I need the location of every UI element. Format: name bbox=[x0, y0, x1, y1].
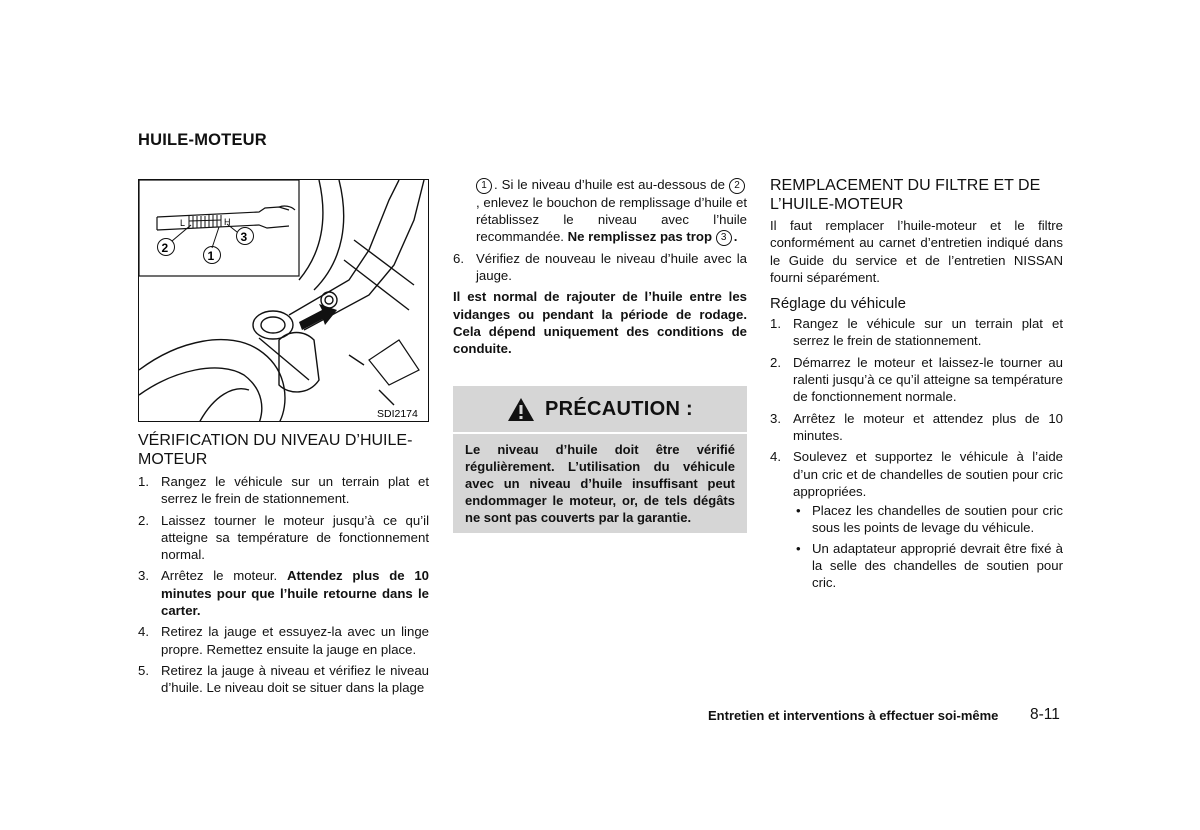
caution-box bbox=[453, 386, 747, 528]
warning-icon bbox=[507, 397, 535, 422]
caution-header bbox=[453, 386, 747, 432]
list-item: 3. Arrêtez le moteur et attendez plus de 10 minutes. bbox=[770, 410, 1063, 443]
list-item: 2. Démarrez le moteur et laissez-le tourner au ralenti jusqu’à ce qu’il atteigne sa température de fonctionnement normale. bbox=[770, 354, 1063, 405]
oil-check-heading: VÉRIFICATION DU NIVEAU D’HUILE-MOTEUR bbox=[138, 432, 413, 468]
list-item: • Placez les chandelles de soutien pour cric sous les points de levage du véhicule. bbox=[793, 502, 1063, 537]
jack-stand-bullets bbox=[793, 502, 1063, 591]
caution-title: PRÉCAUTION : bbox=[544, 397, 694, 420]
dipstick-mark-h: H bbox=[224, 217, 231, 227]
callout-1-ref: 1 bbox=[476, 178, 492, 194]
list-item: 1. Rangez le véhicule sur un terrain plat et serrez le frein de stationnement. bbox=[138, 474, 429, 507]
list-item: 3. Arrêtez le moteur. Attendez plus de 10 minutes pour que l’huile retourne dans le carter. bbox=[138, 568, 429, 619]
page-number: 8-11 bbox=[1030, 706, 1060, 723]
caution-text: Le niveau d’huile doit être vérifié régulièrement. L’utilisation du véhicule avec un niveau d’huile insuffisant peut endommager le moteur, or, de tels dégâts ne sont pas couverts par la garantie. bbox=[453, 434, 747, 533]
vehicle-setup-steps bbox=[770, 315, 1063, 591]
column-right bbox=[770, 176, 1063, 596]
dipstick-mark-l: L bbox=[180, 218, 186, 228]
step5-continuation: 1 . Si le niveau d’huile est au-dessous de 2, enlevez le bouchon de remplissage d’huile et rétablissez le niveau avec l’huile recommandée. Ne remplissez pas trop 3 . bbox=[476, 177, 747, 245]
callout-3: 3 bbox=[240, 230, 248, 244]
list-item: 6. Vérifiez de nouveau le niveau d’huile avec la jauge. bbox=[453, 250, 747, 283]
list-item: 2. Laissez tourner le moteur jusqu’à ce qu’il atteigne sa température de fonctionnement normal. bbox=[138, 512, 429, 563]
list-item: 4. Soulevez et supportez le véhicule à l’aide d’un cric et de chandelles de soutien pour cric appropriées. • Placez les chandelles de soutien pour cric sous les points de levage du véhicule. • Un adaptateur approprié devrait être fixé à la selle des chandelles de soutien pour cric. bbox=[770, 448, 1063, 591]
callout-1: 1 bbox=[207, 249, 215, 263]
oil-check-steps bbox=[138, 473, 429, 697]
callout-3-ref: 3 bbox=[716, 230, 732, 246]
column-left bbox=[138, 431, 429, 701]
oil-check-steps-cont bbox=[453, 250, 747, 285]
list-item: 5. Retirez la jauge à niveau et vérifiez le niveau d’huile. Le niveau doit se situer dans la plage bbox=[138, 662, 429, 696]
oil-change-heading: REMPLACEMENT DU FILTRE ET DE L’HUILE-MOTEUR bbox=[770, 177, 1041, 213]
callout-2-ref: 2 bbox=[729, 178, 745, 194]
footer-chapter-title: Entretien et interventions à effectuer soi-même bbox=[708, 708, 999, 723]
engine-drawing bbox=[139, 180, 429, 422]
list-item: 4. Retirez la jauge et essuyez-la avec un linge propre. Remettez ensuite la jauge en place. bbox=[138, 624, 429, 657]
callout-2: 2 bbox=[161, 241, 169, 255]
oil-change-intro: Il faut remplacer l’huile-moteur et le filtre conformément au carnet d’entretien indiqué dans le Guide du service et de l’entretien NISSAN fourni séparément. bbox=[770, 218, 1063, 285]
figure-code: SDI2174 bbox=[377, 408, 418, 420]
section-title: HUILE-MOTEUR bbox=[138, 131, 267, 149]
column-middle bbox=[453, 176, 747, 357]
list-item: 1. Rangez le véhicule sur un terrain plat et serrez le frein de stationnement. bbox=[770, 316, 1063, 349]
oil-note: Il est normal de rajouter de l’huile entre les vidanges ou pendant la période de rodage. Cela dépend uniquement des conditions de conduite. bbox=[453, 289, 747, 357]
vehicle-setup-heading: Réglage du véhicule bbox=[770, 295, 906, 313]
dipstick-illustration bbox=[138, 179, 429, 422]
list-item: • Un adaptateur approprié devrait être fixé à la selle des chandelles de soutien pour cric. bbox=[793, 540, 1063, 592]
